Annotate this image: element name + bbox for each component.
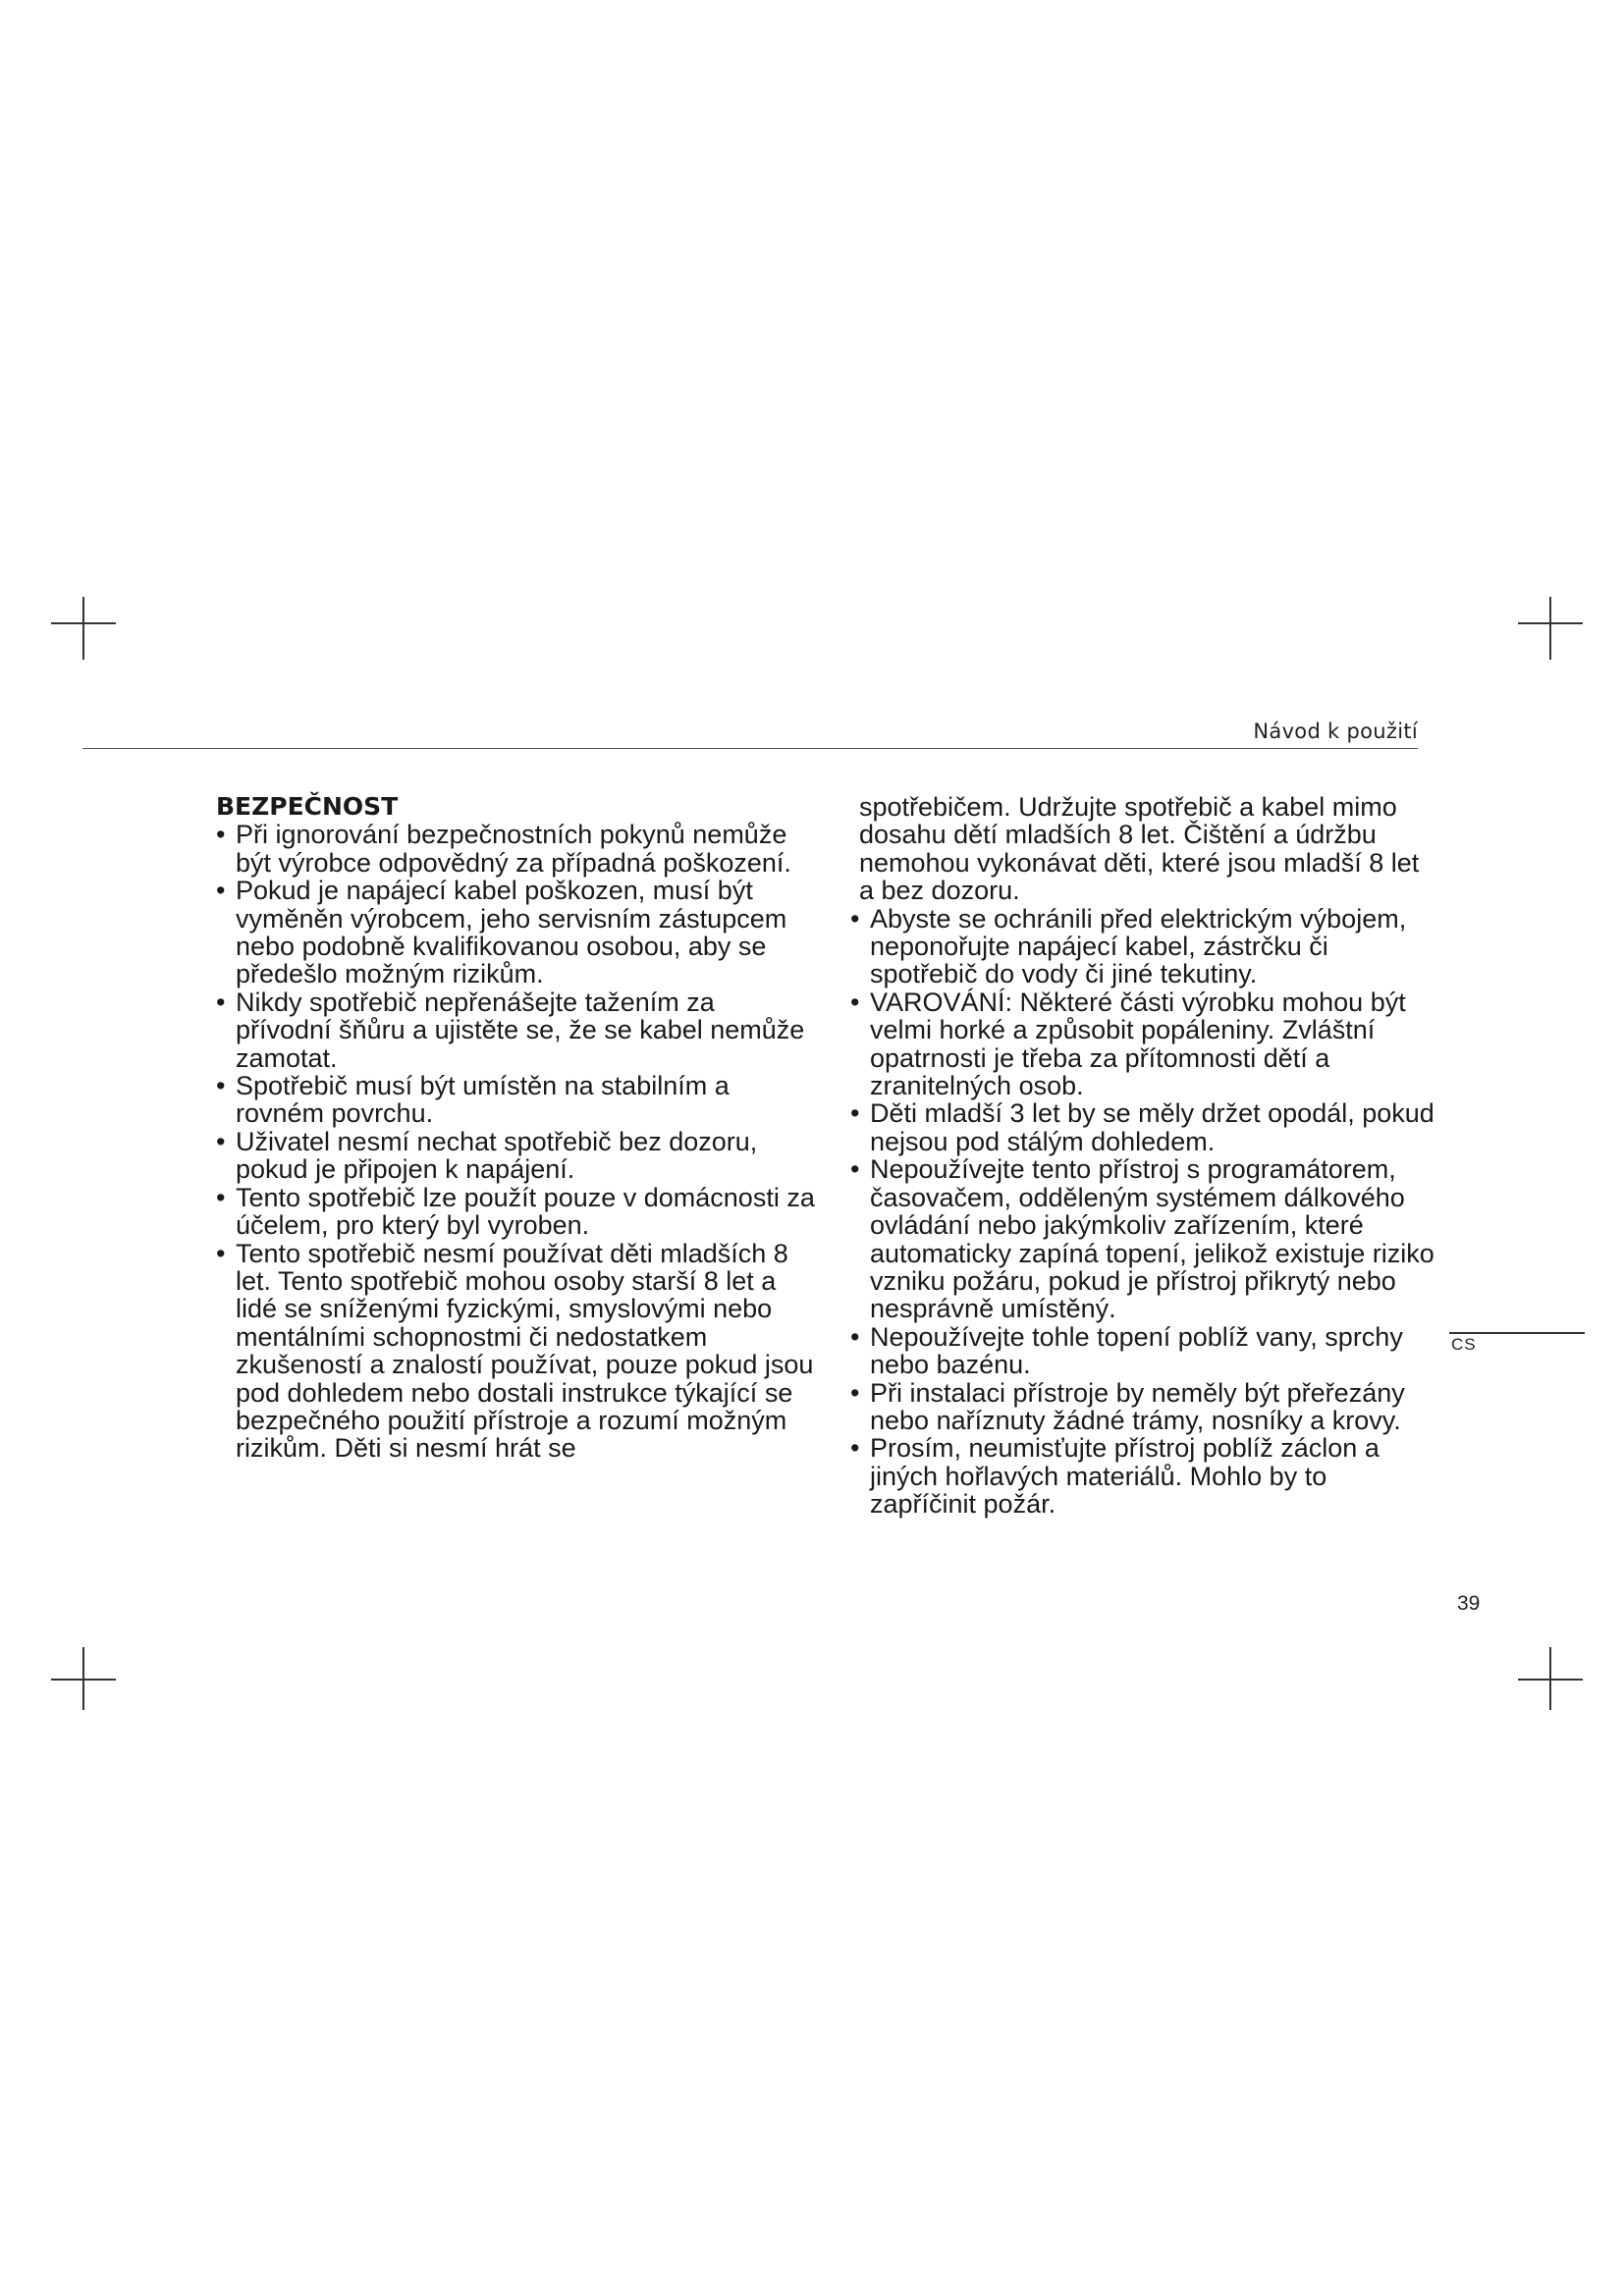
safety-item: • Tento spotřebič lze použít pouze v domácnosti za účelem, pro který byl vyroben. bbox=[216, 1182, 815, 1241]
safety-item: • Při instalaci přístroje by neměly být přeřezány nebo naříznuty žádné trámy, nosníky a krovy. bbox=[850, 1377, 1405, 1435]
safety-item: • Prosím, neumisťujte přístroj poblíž záclon a jiných hořlavých materiálů. Mohlo by to zapříčinit požár. bbox=[850, 1433, 1380, 1520]
safety-item: • Abyste se ochránili před elektrickým výbojem, neponořujte napájecí kabel, zástrčku či spotřebič do vody či jiné tekutiny. bbox=[850, 903, 1407, 989]
safety-item: • Nepoužívejte tento přístroj s programátorem, časovačem, odděleným systémem dálkového ovládání nebo jakýmkoliv zařízením, které automaticky zapíná topení, jelikož existuje riziko vzniku požáru, pokud je přístroj přikrytý nebo nesprávně umístěný. bbox=[850, 1154, 1435, 1324]
page-number: 39 bbox=[1457, 1592, 1481, 1615]
safety-item: • VAROVÁNÍ: Některé části výrobku mohou být velmi horké a způsobit popáleniny. Zvláštní opatrnosti je třeba za přítomnosti dětí a zranitelných osob. bbox=[850, 987, 1406, 1101]
safety-item: • Tento spotřebič nesmí používat děti mladších 8 let. Tento spotřebič mohou osoby starší 8 let a lidé se sníženými fyzickými, smyslovými nebo mentálními schopnostmi či nedostatkem zkušeností a znalostí používat, pouze pokud jsou pod dohledem nebo dostali instrukce týkající se bezpečného použití přístroje a rozumí možným rizikům. Děti si nesmí hrát se bbox=[216, 1238, 814, 1464]
crop-mark-tr-v bbox=[1549, 597, 1551, 660]
crop-mark-br-v bbox=[1549, 1647, 1551, 1710]
crop-mark-tl-v bbox=[82, 597, 84, 660]
safety-list bbox=[216, 821, 815, 1462]
right-column bbox=[850, 793, 1439, 1519]
crop-mark-bl-v bbox=[82, 1647, 84, 1710]
safety-item: • Nikdy spotřebič nepřenášejte tažením za přívodní šňůru a ujistěte se, že se kabel nemůže zamotat. bbox=[216, 987, 805, 1073]
safety-item: • Nepoužívejte tohle topení poblíž vany, sprchy nebo bazénu. bbox=[850, 1321, 1403, 1380]
safety-list-continued bbox=[850, 905, 1439, 1519]
manual-title: Návod k použití bbox=[1253, 720, 1418, 743]
safety-item: • Děti mladší 3 let by se měly držet opodál, pokud nejsou pod stálým dohledem. bbox=[850, 1098, 1435, 1156]
safety-item: • Pokud je napájecí kabel poškozen, musí být vyměněn výrobcem, jeho servisním zástupcem nebo podobně kvalifikovanou osobou, aby se předešlo možným rizikům. bbox=[216, 876, 787, 989]
left-column bbox=[216, 793, 815, 1463]
section-heading: BEZPEČNOST bbox=[216, 792, 399, 821]
language-tag: CS bbox=[1451, 1335, 1477, 1354]
safety-item: • Spotřebič musí být umístěn na stabilním a rovném povrchu. bbox=[216, 1071, 730, 1129]
safety-item: • Uživatel nesmí nechat spotřebič bez dozoru, pokud je připojen k napájení. bbox=[216, 1126, 758, 1185]
safety-item: • Při ignorování bezpečnostních pokynů nemůže být výrobce odpovědný za případná poškození. bbox=[216, 820, 791, 878]
header-divider bbox=[82, 748, 1418, 749]
language-tag-rule bbox=[1449, 1332, 1585, 1334]
continued-text: spotřebičem. Udržujte spotřebič a kabel mimo dosahu dětí mladších 8 let. Čištění a údržbu nemohou vykonávat děti, které jsou mladší 8 let a bez dozoru. bbox=[859, 792, 1420, 906]
